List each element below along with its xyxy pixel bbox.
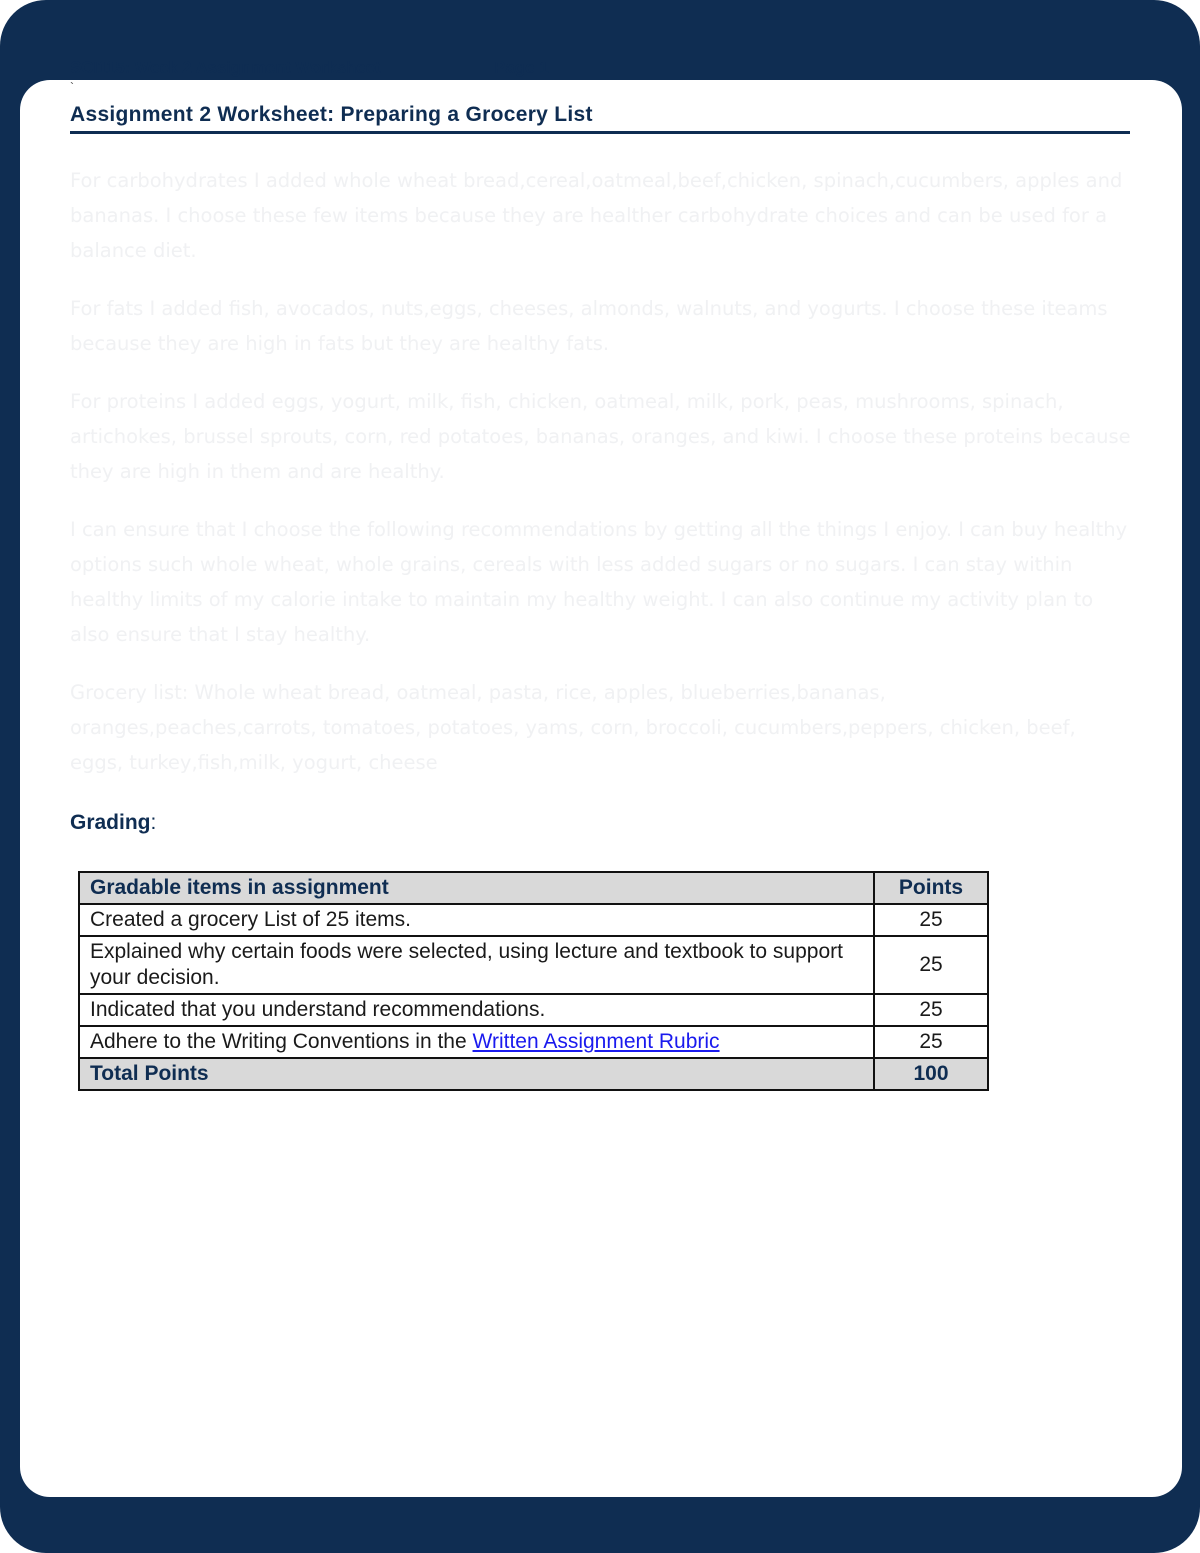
paragraph-proteins: For proteins I added eggs, yogurt, milk, fish, chicken, oatmeal, milk, pork, peas, mushrooms, spinach, artichokes, brussel sprouts, corn, red potatoes, bananas, oranges, and kiwi. I choose these proteins because they are high in them and are healthy. bbox=[70, 390, 1131, 483]
paragraph-carbohydrates: For carbohydrates I added whole wheat bread,cereal,oatmeal,beef,chicken, spinach,cucumbers, apples and bananas. I choose these few items because they are healther carbohydrate choices and can be used for a balance diet. bbox=[70, 169, 1123, 262]
row-points: 25 bbox=[874, 1026, 988, 1058]
header-course-title: SCI115: Week 2 Assignment Worksheet bbox=[70, 58, 381, 77]
header-points: Points bbox=[874, 872, 988, 904]
row-item: Indicated that you understand recommendations. bbox=[79, 994, 874, 1026]
stray-mark: ` bbox=[70, 80, 74, 94]
row-item: Explained why certain foods were selected, using lecture and textbook to support your decision. bbox=[79, 936, 874, 994]
written-assignment-rubric-link[interactable]: Written Assignment Rubric bbox=[472, 1030, 720, 1053]
row-points: 25 bbox=[874, 936, 988, 994]
total-label: Total Points bbox=[79, 1058, 874, 1090]
total-row bbox=[79, 1058, 988, 1090]
paragraph-recommendations: I can ensure that I choose the following recommendations by getting all the things I enjoy. I can buy healthy options such whole wheat, whole grains, cereals with less added sugars or no sugars. I can stay within healthy limits of my calorie intake to maintain my healthy weight. I can also continue my activity plan to also ensure that I stay healthy. bbox=[70, 518, 1128, 646]
table-row bbox=[79, 936, 988, 994]
header-page-number: Page 1 bbox=[494, 58, 549, 77]
table-header-row bbox=[79, 872, 988, 904]
body-text bbox=[70, 163, 1135, 803]
header-gradable-items: Gradable items in assignment bbox=[79, 872, 874, 904]
grading-heading bbox=[70, 811, 156, 835]
grading-label: Grading bbox=[70, 811, 151, 834]
total-points: 100 bbox=[874, 1058, 988, 1090]
row-item: Created a grocery List of 25 items. bbox=[79, 904, 874, 936]
document-title: Assignment 2 Worksheet: Preparing a Grocery List bbox=[70, 103, 1130, 134]
paragraph-fats: For fats I added fish, avocados, nuts,eggs, cheeses, almonds, walnuts, and yogurts. I choose these iteams because they are high in fats but they are healthy fats. bbox=[70, 297, 1108, 355]
grading-colon: : bbox=[150, 811, 157, 834]
grading-table bbox=[78, 871, 989, 1091]
row-points: 25 bbox=[874, 904, 988, 936]
table-row bbox=[79, 904, 988, 936]
table-row bbox=[79, 1026, 988, 1058]
table-row bbox=[79, 994, 988, 1026]
row-item-prefix: Adhere to the Writing Conventions in the bbox=[90, 1030, 473, 1053]
row-points: 25 bbox=[874, 994, 988, 1026]
row-item bbox=[79, 1026, 874, 1058]
paragraph-grocery-list: Grocery list: Whole wheat bread, oatmeal, pasta, rice, apples, blueberries,bananas, oranges,peaches,carrots, tomatoes, potatoes, yams, corn, broccoli, cucumbers,peppers, chicken, beef, eggs, turkey,fish,milk, yogurt, cheese bbox=[70, 681, 1076, 774]
